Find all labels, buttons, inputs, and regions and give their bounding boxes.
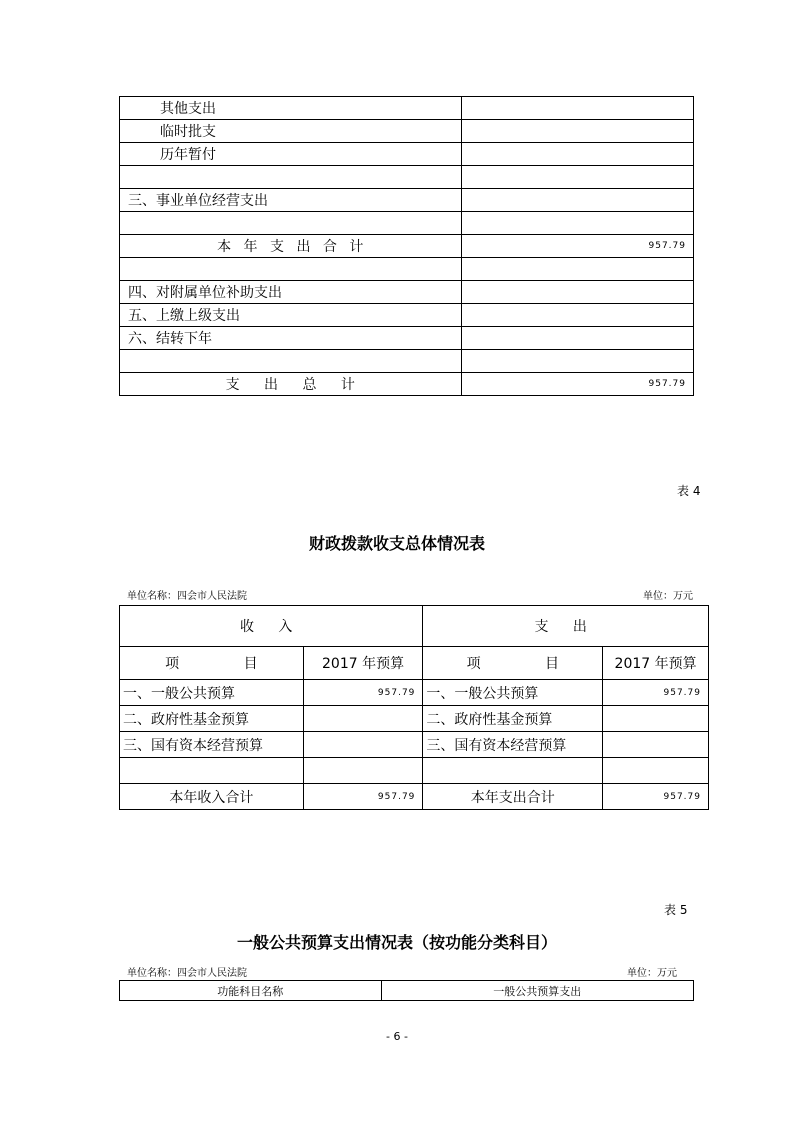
row-value — [461, 143, 694, 166]
unit-label: 单位：万元 — [643, 591, 693, 602]
income-label — [120, 758, 304, 784]
expense-item-header: 项 目 — [423, 647, 603, 680]
income-value — [303, 706, 423, 732]
unit-name: 单位名称：四会市人民法院 — [127, 591, 247, 602]
table-tag: 表 5 — [664, 903, 688, 917]
row-label: 本 年 支 出 合 计 — [120, 235, 462, 258]
row-label — [120, 258, 462, 281]
income-value: 957.79 — [303, 680, 423, 706]
row-value — [461, 212, 694, 235]
income-value — [303, 758, 423, 784]
expense-header: 支 出 — [423, 606, 709, 647]
expense-total-value: 957.79 — [603, 784, 709, 810]
table-row — [120, 680, 709, 706]
table-row — [120, 758, 709, 784]
income-label: 一、一般公共预算 — [120, 680, 304, 706]
expense-table-continued — [119, 96, 694, 396]
unit-name: 单位名称：四会市人民法院 — [127, 968, 247, 979]
table-row — [120, 97, 694, 120]
column-header-row — [120, 981, 694, 1001]
income-header: 收 入 — [120, 606, 423, 647]
expense-total-label: 本年支出合计 — [423, 784, 603, 810]
table-row — [120, 189, 694, 212]
income-label: 三、国有资本经营预算 — [120, 732, 304, 758]
table-tag: 表 4 — [677, 484, 701, 498]
row-value — [461, 189, 694, 212]
row-value: 957.79 — [461, 373, 694, 396]
table-row — [120, 304, 694, 327]
table-row — [120, 212, 694, 235]
row-label: 三、事业单位经营支出 — [120, 189, 462, 212]
row-label: 四、对附属单位补助支出 — [120, 281, 462, 304]
row-value: 957.79 — [461, 235, 694, 258]
page-number: - 6 - — [386, 1030, 408, 1043]
row-label — [120, 212, 462, 235]
general-budget-expense-header: 一般公共预算支出 — [381, 981, 693, 1001]
expense-label — [423, 758, 603, 784]
section-header-row — [120, 606, 709, 647]
row-value — [461, 258, 694, 281]
income-label: 二、政府性基金预算 — [120, 706, 304, 732]
row-value — [461, 120, 694, 143]
row-label: 六、结转下年 — [120, 327, 462, 350]
table-row — [120, 350, 694, 373]
expense-value — [603, 706, 709, 732]
row-value — [461, 281, 694, 304]
income-total-value: 957.79 — [303, 784, 423, 810]
row-label: 临时批支 — [120, 120, 462, 143]
table-row — [120, 281, 694, 304]
row-label — [120, 166, 462, 189]
row-label: 其他支出 — [120, 97, 462, 120]
row-label — [120, 350, 462, 373]
table-title: 一般公共预算支出情况表（按功能分类科目） — [236, 933, 557, 952]
row-value — [461, 304, 694, 327]
expense-value: 957.79 — [603, 680, 709, 706]
table-row — [120, 732, 709, 758]
table-row — [120, 327, 694, 350]
income-total-label: 本年收入合计 — [120, 784, 304, 810]
grand-total-row — [120, 373, 694, 396]
row-value — [461, 350, 694, 373]
table-row — [120, 120, 694, 143]
fiscal-allocation-table — [119, 605, 709, 810]
row-label: 五、上缴上级支出 — [120, 304, 462, 327]
row-value — [461, 327, 694, 350]
row-value — [461, 97, 694, 120]
unit-label: 单位：万元 — [627, 968, 677, 979]
expense-label: 三、国有资本经营预算 — [423, 732, 603, 758]
expense-label: 一、一般公共预算 — [423, 680, 603, 706]
income-budget-header: 2017 年预算 — [303, 647, 423, 680]
column-header-row — [120, 647, 709, 680]
table-row — [120, 166, 694, 189]
expense-value — [603, 758, 709, 784]
function-subject-header: 功能科目名称 — [120, 981, 382, 1001]
table-row — [120, 143, 694, 166]
total-row — [120, 235, 694, 258]
row-label: 支 出 总 计 — [120, 373, 462, 396]
table-row — [120, 258, 694, 281]
row-label: 历年暂付 — [120, 143, 462, 166]
expense-label: 二、政府性基金预算 — [423, 706, 603, 732]
table-title: 财政拨款收支总体情况表 — [308, 534, 485, 553]
expense-budget-header: 2017 年预算 — [603, 647, 709, 680]
expense-value — [603, 732, 709, 758]
total-row — [120, 784, 709, 810]
row-value — [461, 166, 694, 189]
income-value — [303, 732, 423, 758]
income-item-header: 项 目 — [120, 647, 304, 680]
general-budget-expense-table — [119, 980, 694, 1001]
table-row — [120, 706, 709, 732]
